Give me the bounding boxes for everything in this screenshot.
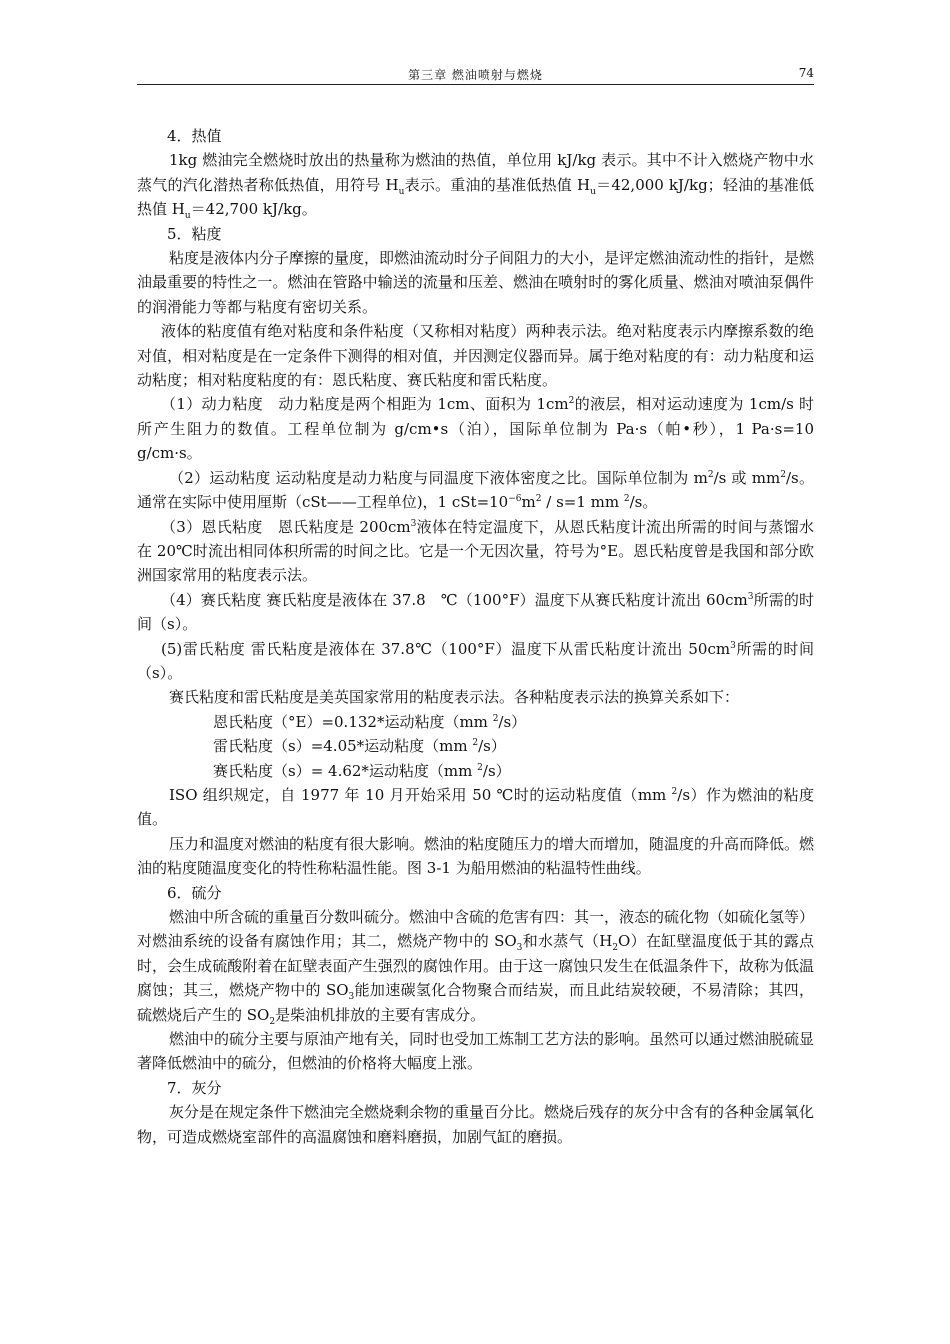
formula-saybolt: 赛氏粘度（s）= 4.62*运动粘度（mm $^2$/s） — [213, 761, 511, 780]
page-body — [137, 124, 814, 1149]
paragraph-dynamic-viscosity: （1）动力粘度 动力粘度是两个相距为 1cm、面积为 $1cm^2$的液层，相对运动速度为 1cm/s 时所产生阻力的数值。工程单位制为 g/cm•s（泊），国际单位制为 Pa·s（帕•秒），1 Pa·s=10 g/cm·s。 — [137, 395, 814, 463]
paragraph-engler-viscosity: （3）恩氏粘度 恩氏粘度是 $200cm^3$液体在特定温度下，从恩氏粘度计流出所需的时间与蒸馏水在 20℃时流出相同体积所需的时间之比。它是一个无因次量，符号为°E。恩氏粘度曾是我国和部分欧洲国家常用的粘度表示法。 — [137, 517, 814, 585]
paragraph: 燃油中所含硫的重量百分数叫硫分。燃油中含硫的危害有四：其一，液态的硫化物（如硫化氢等）对燃油系统的设备有腐蚀作用；其二，燃烧产物中的 $SO_3$和水蒸气$(H_2O)$在缸壁温度低于其的露点时，会生成硫酸附着在缸壁表面产生强烈的腐蚀作用。由于这一腐蚀只发生在低温条件下，故称为低温腐蚀；其三，燃烧产物中的 $SO_3$能加速碳氢化合物聚合而结炭，而且此结炭较硬，不易清除；其四，硫燃烧后产生的 $SO_2$是柴油机排放的主要有害成分。 — [137, 908, 815, 1027]
paragraph-redwood-viscosity: (5)雷氏粘度 雷氏粘度是液体在 37.8℃（100°F）温度下从雷氏粘度计流出 $50cm^3$所需的时间（s）。 — [137, 639, 814, 682]
section-heading-ash: 7．灰分 — [167, 1078, 222, 1097]
formula-engler: 恩氏粘度（°E）=0.132*运动粘度（mm $^2$/s） — [213, 712, 527, 731]
paragraph-kinematic-viscosity: （2）运动粘度 运动粘度是动力粘度与同温度下液体密度之比。国际单位制为 $m^2/s$ 或 $mm^2/s$。通常在实际中使用厘斯（cSt——工程单位)，1 $cSt=10^{-6}m^2 / s=1$ mm $^2$/s。 — [137, 468, 814, 512]
chapter-title: 第三章 燃油喷射与燃烧 — [408, 68, 543, 82]
paragraph: 灰分是在规定条件下燃油完全燃烧剩余物的重量百分比。燃烧后残存的灰分中含有的各种金属氧化物，可造成燃烧室部件的高温腐蚀和磨料磨损，加剧气缸的磨损。 — [137, 1103, 815, 1146]
page-header — [137, 66, 814, 85]
paragraph-saybolt-viscosity: （4）赛氏粘度 赛氏粘度是液体在 37.8 ℃（100°F）温度下从赛氏粘度计流出 $60cm^3$所需的时间（s）。 — [137, 590, 814, 634]
paragraph: 液体的粘度值有绝对粘度和条件粘度（又称相对粘度）两种表示法。绝对粘度表示内摩擦系数的绝对值，相对粘度是在一定条件下测得的相对值，并因测定仪器而异。属于绝对粘度的有：动力粘度和运动粘度；相对粘度粘度的有：恩氏粘度、赛氏粘度和雷氏粘度。 — [137, 322, 814, 390]
page-number: 74 — [798, 66, 814, 80]
section-heading-sulfur: 6．硫分 — [167, 883, 222, 902]
paragraph: ISO 组织规定，自 1977 年 10 月开始采用 50 ℃时的运动粘度值（mm $^2$/s）作为燃油的粘度值。 — [137, 785, 814, 829]
paragraph: 粘度是液体内分子摩擦的量度，即燃油流动时分子间阻力的大小，是评定燃油流动性的指针，是燃油最重要的特性之一。燃油在管路中输送的流量和压差、燃油在喷射时的雾化质量、燃油对喷油泵偶件的润滑能力等都与粘度有密切关系。 — [137, 249, 815, 316]
paragraph: 压力和温度对燃油的粘度有很大影响。燃油的粘度随压力的增大而增加，随温度的升高而降低。燃油的粘度随温度变化的特性称粘温性能。图 3-1 为船用燃油的粘温特性曲线。 — [137, 834, 815, 878]
formula-redwood: 雷氏粘度（s）=4.05*运动粘度（mm $^2$/s） — [213, 737, 506, 756]
section-heading-heating-value: 4．热值 — [167, 127, 222, 145]
paragraph: 燃油中的硫分主要与原油产地有关，同时也受加工炼制工艺方法的影响。虽然可以通过燃油脱硫显著降低燃油中的硫分，但燃油的价格将大幅度上涨。 — [137, 1030, 815, 1073]
section-heading-viscosity: 5．粘度 — [167, 224, 222, 243]
paragraph: 赛氏粘度和雷氏粘度是美英国家常用的粘度表示法。各种粘度表示法的换算关系如下： — [169, 688, 740, 707]
paragraph: 1kg 燃油完全燃烧时放出的热量称为燃油的热值，单位用 kJ/kg 表示。其中不计入燃烧产物中水蒸气的汽化潜热者称低热值，用符号 $H_u$表示。重油的基准低热值 $H_u=42,000$ kJ/kg；轻油的基准低热值 $H_u=42,700$ kJ/kg。 — [137, 151, 815, 222]
